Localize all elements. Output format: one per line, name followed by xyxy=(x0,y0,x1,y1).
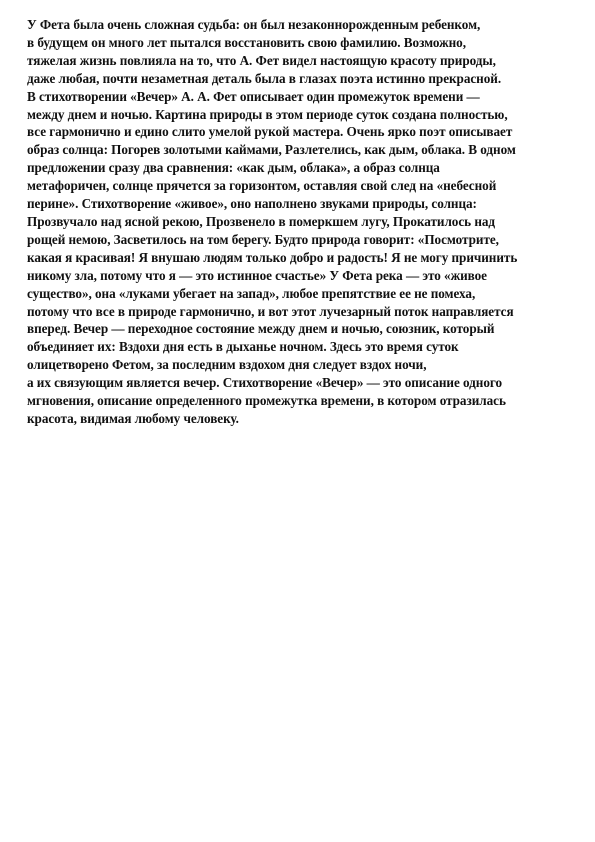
text-line: между днем и ночью. Картина природы в этом периоде суток создана полностью, xyxy=(27,106,508,122)
text-line: предложении сразу два сравнения: «как дым, облака», а образ солнца xyxy=(27,160,440,176)
text-line: какая я красивая! Я внушаю людям только добро и радость! Я не могу причинить xyxy=(27,249,518,265)
text-line: никому зла, потому что я — это истинное счастье» У Фета река — это «живое xyxy=(27,267,487,283)
text-line: У Фета была очень сложная судьба: он был незаконнорожденным ребенком, xyxy=(27,17,481,32)
text-line: даже любая, почти незаметная деталь была в глазах поэта истинно прекрасной. xyxy=(27,70,502,86)
text-line: в будущем он много лет пытался восстановить свою фамилию. Возможно, xyxy=(27,34,466,50)
text-line: мгновения, описание определенного промежутка времени, в котором отразилась xyxy=(27,393,506,409)
essay-text xyxy=(27,16,587,428)
text-line: потому что все в природе гармонично, и вот этот лучезарный поток направляется xyxy=(27,303,514,319)
text-line: Прозвучало над ясной рекою, Прозвенело в померкшем лугу, Прокатилось над xyxy=(27,213,496,229)
text-line: метафоричен, солнце прячется за горизонтом, оставляя свой след на «небесной xyxy=(27,178,497,194)
text-line: В стихотворении «Вечер» А. А. Фет описывает один промежуток времени — xyxy=(27,88,480,104)
text-line: существо», она «луками убегает на запад», любое препятствие ее не помеха, xyxy=(27,285,476,301)
text-line: объединяет их: Вздохи дня есть в дыханье ночном. Здесь это время суток xyxy=(27,339,459,355)
text-line: вперед. Вечер — переходное состояние между днем и ночью, союзник, который xyxy=(27,321,495,337)
text-line: образ солнца: Погорев золотыми каймами, Разлетелись, как дым, облака. В одном xyxy=(27,142,516,158)
text-line: красота, видимая любому человеку. xyxy=(27,410,239,426)
text-line: олицетворено Фетом, за последним вздохом дня следует вздох ночи, xyxy=(27,357,427,373)
text-line: тяжелая жизнь повлияла на то, что А. Фет видел настоящую красоту природы, xyxy=(27,52,496,68)
text-line: все гармонично и едино слито умелой рукой мастера. Очень ярко поэт описывает xyxy=(27,124,513,140)
text-line: перине». Стихотворение «живое», оно наполнено звуками природы, солнца: xyxy=(27,196,477,212)
text-line: рощей немою, Засветилось на том берегу. Будто природа говорит: «Посмотрите, xyxy=(27,231,499,247)
text-line: а их связующим является вечер. Стихотворение «Вечер» — это описание одного xyxy=(27,375,503,391)
